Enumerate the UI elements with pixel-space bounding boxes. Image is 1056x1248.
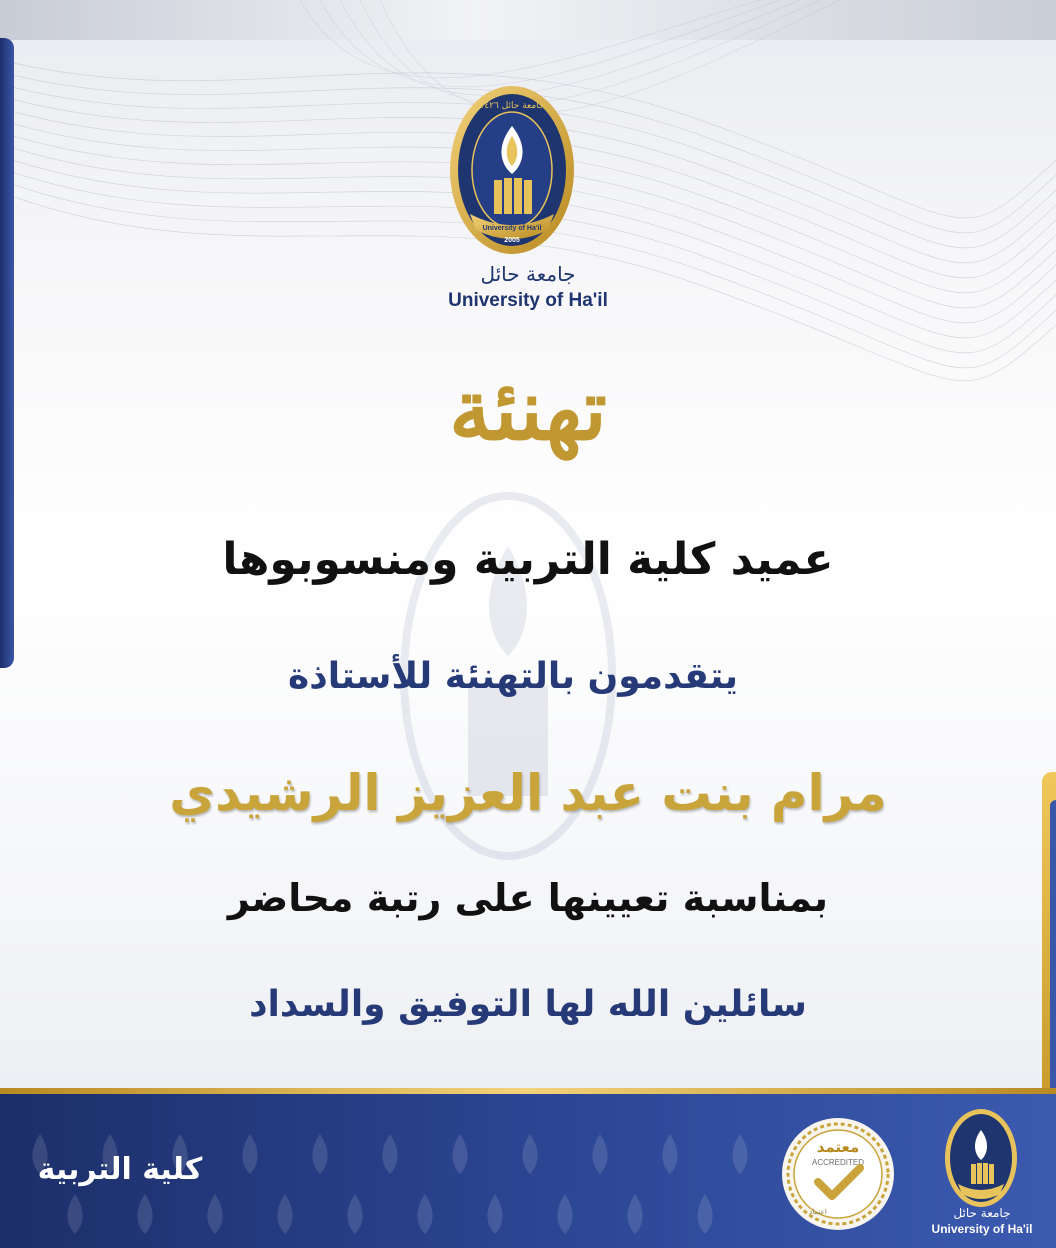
accreditation-badge-icon xyxy=(780,1116,896,1232)
sender-line: عميد كلية التربية ومنسوبوها xyxy=(222,534,834,585)
footer-university-name-arabic: جامعة حائل xyxy=(953,1206,1011,1220)
intro-line: يتقدمون بالتهنئة للأستاذة xyxy=(288,656,738,697)
svg-text:2005: 2005 xyxy=(504,237,520,244)
badge-arabic-label: معتمد xyxy=(816,1138,860,1156)
badge-english-label: ACCREDITED xyxy=(811,1158,865,1167)
university-crest-icon xyxy=(448,84,576,256)
footer-bar xyxy=(0,1094,1056,1248)
university-name-english: University of Ha'il xyxy=(448,290,608,311)
left-accent-bar xyxy=(0,38,14,668)
occasion-line: بمناسبة تعيينها على رتبة محاضر xyxy=(227,876,829,920)
footer-university-name-english: University of Ha'il xyxy=(931,1222,1033,1236)
svg-text:جامعة حائل ١٤٢٦: جامعة حائل ١٤٢٦ xyxy=(479,101,545,111)
closing-line: سائلين الله لها التوفيق والسداد xyxy=(249,984,807,1025)
honoree-name: مرام بنت عبد العزيز الرشيدي xyxy=(169,764,887,822)
badge-sub-label: اعتماد xyxy=(809,1208,827,1216)
college-name: كلية التربية xyxy=(37,1152,203,1187)
right-blue-accent xyxy=(1050,800,1056,1100)
footer-university-crest-icon xyxy=(944,1108,1018,1208)
svg-text:University of Ha'il: University of Ha'il xyxy=(482,225,542,232)
greeting-calligraphy: تهنئة xyxy=(449,360,607,459)
university-name-arabic: جامعة حائل xyxy=(480,262,576,286)
